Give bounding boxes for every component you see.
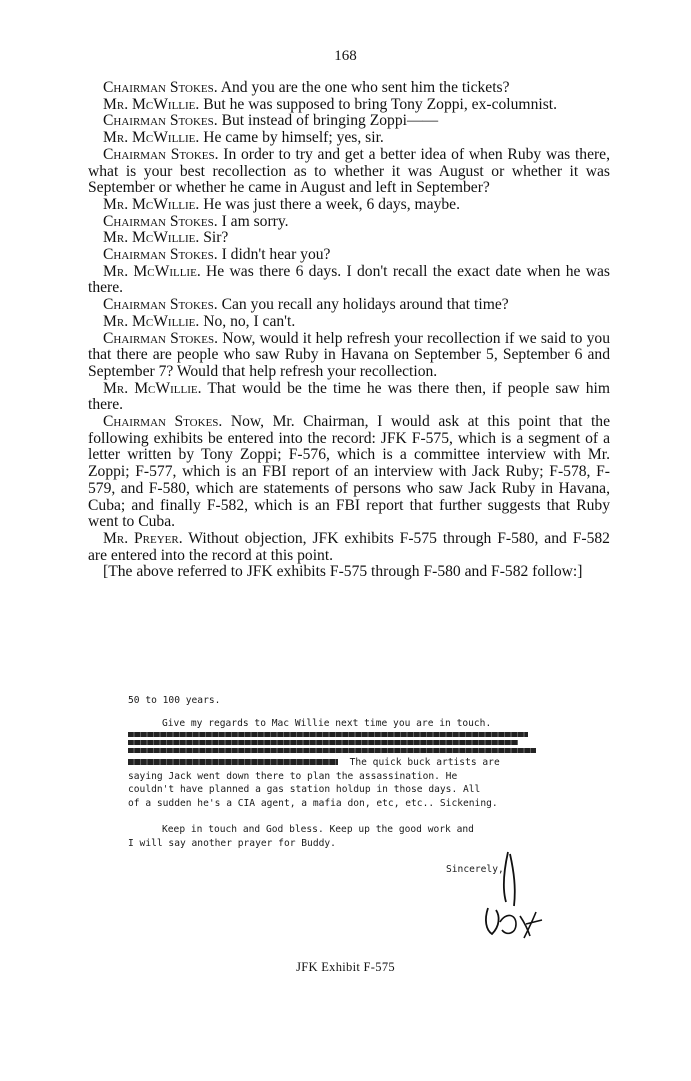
paragraph-text: [The above referred to JFK exhibits F-575 through F-580 and F-582 follow:] (103, 563, 583, 581)
letter-line: The quick buck artists are (349, 757, 500, 769)
letter-line-row (128, 756, 578, 770)
paragraph (88, 564, 610, 581)
paragraph (88, 97, 610, 114)
paragraph-text: He was just there a week, 6 days, maybe. (199, 195, 460, 213)
paragraph (88, 314, 610, 331)
paragraph-text: Can you recall any holidays around that time? (217, 296, 509, 314)
letter-line: of a sudden he's a CIA agent, a mafia don, etc, etc.. Sickening. (128, 797, 498, 809)
paragraph (88, 230, 610, 247)
letter-closing: Sincerely, (446, 863, 504, 875)
speaker: Chairman Stokes. (103, 246, 218, 264)
page-number: 168 (334, 48, 357, 64)
paragraph-text: But he was supposed to bring Tony Zoppi, ex-columnist. (199, 95, 557, 113)
paragraph (88, 197, 610, 214)
paragraph-text: Sir? (199, 229, 229, 247)
speaker: Mr. McWillie. (103, 195, 200, 213)
paragraph-text: I didn't hear you? (217, 246, 331, 264)
paragraph-text: Without objection, JFK exhibits F-575 through F-580, and F-582 are entered into the record at this point. (88, 529, 610, 564)
redaction-bar (128, 748, 536, 754)
handwritten-signature (470, 850, 580, 940)
redaction-bar (128, 759, 338, 765)
letter-line: I will say another prayer for Buddy. (128, 838, 336, 850)
speaker: Chairman Stokes. (103, 296, 218, 314)
letter-line: saying Jack went down there to plan the assassination. He (128, 770, 458, 782)
speaker: Mr. McWillie. (103, 312, 200, 330)
speaker: Mr. McWillie. (103, 95, 200, 113)
speaker: Chairman Stokes. (103, 212, 218, 230)
paragraph-text: Now, Mr. Chairman, I would ask at this point that the following exhibits be entered into the record: JFK F-575, which is a segment of a letter written by Tony Zoppi; F-576, which is a committee interview with Mr. Zoppi; F-577, which is an FBI report of an interview with Jack Ruby; F-578, F-579, and F-580, which are statements of persons who saw Jack Ruby in Havana, Cuba; and finally F-582, which is an FBI report that further suggests that Ruby went to Cuba. (88, 413, 611, 531)
speaker: Mr. McWillie. (103, 379, 202, 397)
paragraph-text: No, no, I can't. (199, 312, 296, 330)
paragraph-text: And you are the one who sent him the tickets? (217, 79, 510, 96)
redaction-bar (128, 740, 518, 746)
paragraph (88, 414, 610, 531)
paragraph-text: I am sorry. (217, 212, 289, 230)
speaker: Mr. McWillie. (103, 262, 201, 280)
letter-line: Keep in touch and God bless. Keep up the good work and (162, 824, 474, 836)
speaker: Mr. Preyer. (103, 529, 183, 547)
paragraph (88, 147, 610, 197)
paragraph-text: In order to try and get a better idea of when Ruby was there, what is your best recollection as to whether it was August or whether it was September or whether he came in August and left in September? (88, 145, 611, 197)
speaker: Chairman Stokes. (103, 145, 219, 163)
speaker: Mr. McWillie. (103, 129, 200, 147)
paragraph-text: Now, would it help refresh your recollection if we said to you that there are people who saw Ruby in Havana on September 5, September 6 and September 7? Would that help refresh your recollection. (88, 329, 610, 380)
speaker: Mr. McWillie. (103, 229, 200, 247)
paragraph (88, 297, 610, 314)
letter-excerpt (128, 694, 578, 876)
paragraph (88, 130, 610, 147)
paragraph (88, 331, 610, 381)
speaker: Chairman Stokes. (103, 329, 218, 347)
speaker: Chairman Stokes. (103, 79, 218, 96)
paragraph (88, 531, 610, 564)
paragraph-text: That would be the time he was there then, if people saw him there. (88, 379, 610, 414)
paragraph (88, 264, 610, 297)
paragraph-text: He was there 6 days. I don't recall the exact date when he was there. (88, 262, 610, 297)
exhibit-caption: JFK Exhibit F-575 (296, 960, 395, 974)
paragraph (88, 113, 610, 130)
redaction-bar (128, 732, 528, 738)
transcript-body (88, 80, 610, 581)
paragraph (88, 214, 610, 231)
speaker: Chairman Stokes. (103, 413, 223, 431)
paragraph (88, 80, 610, 97)
letter-line: couldn't have planned a gas station holdup in those days. All (128, 784, 481, 796)
paragraph (88, 381, 610, 414)
paragraph-text: But instead of bringing Zoppi—— (217, 112, 439, 130)
letter-line: Give my regards to Mac Willie next time you are in touch. (162, 717, 492, 729)
paragraph-text: He came by himself; yes, sir. (199, 129, 384, 147)
letter-line: 50 to 100 years. (128, 695, 221, 706)
speaker: Chairman Stokes. (103, 112, 218, 130)
paragraph (88, 247, 610, 264)
